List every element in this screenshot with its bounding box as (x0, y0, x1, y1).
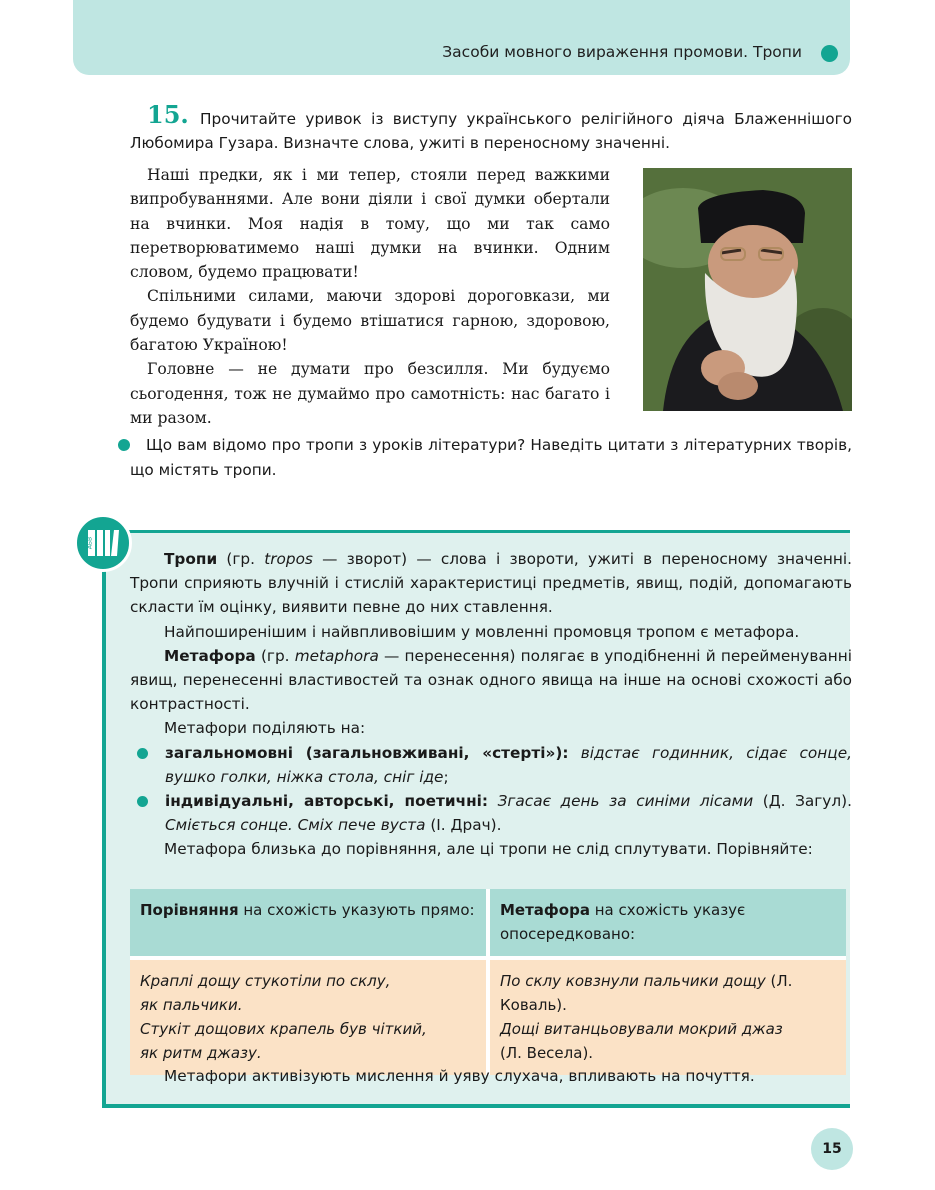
rule-definition-metaphor: Метафора (гр. metaphora — перенесення) полягає в уподібненні й перейменуванні явищ, перенесенні властивостей та ознак одного явища на інше на основі схожості або контрастності. (130, 646, 852, 714)
rule-paragraph: Метафора близька до порівняння, але ці тропи не слід сплутувати. Порівняйте: (164, 840, 813, 859)
speech-quote (130, 163, 610, 430)
quote-paragraph: Спільними силами, маючи здорові дороговкази, ми будемо будувати і будемо втішатися гарною, здоровою, багатою Україною! (130, 287, 610, 355)
books-abv-icon (74, 514, 132, 572)
rule-closing: Метафори активізують мислення й уяву слухача, впливають на почуття. (164, 1067, 755, 1085)
rule-content (130, 547, 852, 862)
page-number: 15 (811, 1128, 853, 1170)
page-header (73, 0, 850, 75)
task-instruction: Прочитайте уривок із виступу українського релігійного діяча Блаженнішого Любомира Гузара. Визначте слова, ужиті в переносному значенні. (130, 110, 852, 152)
portrait-illustration (643, 168, 852, 411)
rule-paragraph: Метафори поділяють на: (164, 719, 366, 738)
rule-definition-tropes: Тропи (гр. tropos — зворот) — слова і звороти, ужиті в переносному значенні. Тропи сприяють влучній і стислій характеристиці предметів, явищ, подій, допомагають скласти їм оцінку, виявити певне до них ставлення. (130, 550, 852, 617)
table-header-cell: Метафора на схожість указує опосередковано: (488, 889, 846, 958)
rule-paragraph: Найпоширенішим і найвпливовішим у мовленні промовця тропом є метафора. (164, 622, 800, 641)
portrait-photo (643, 168, 852, 411)
table-cell: Краплі дощу стукотіли по склу, як пальчики. Стукіт дощових крапель був чіткий, як ритм джазу. (130, 958, 488, 1075)
list-item: загальномовні (загальновживані, «стерті»): відстає годинник, сідає сонце, вушко голки, ніжка стола, сніг іде; (130, 741, 852, 789)
quote-paragraph: Наші предки, як і ми тепер, стояли перед важкими випробуваннями. Але вони діяли і свої думки обертали на вчинки. Моя надія в тому, що ми так само перетворюватимемо наші думки на вчинки. Одним словом, будемо працювати! (130, 166, 610, 282)
header-title: Засоби мовного вираження промови. Тропи (442, 43, 802, 61)
question-text: Що вам відомо про тропи з уроків літератури? Наведіть цитати з літературних творів, що містять тропи. (130, 436, 852, 479)
circle-bullet-icon (821, 45, 838, 62)
circle-bullet-icon (118, 439, 130, 451)
quote-paragraph: Головне — не думати про безсилля. Ми будуємо сьогодення, тож не думаймо про самотність: нас багато і ми разом. (130, 360, 610, 427)
task-number: 15. (147, 100, 189, 129)
comparison-table (130, 889, 846, 1075)
list-item: індивідуальні, авторські, поетичні: Згасає день за синіми лісами (Д. Загул). Сміється сонце. Сміх пече вуста (І. Драч). (130, 789, 852, 837)
table-header-cell: Порівняння на схожість указують прямо: (130, 889, 488, 958)
table-cell: По склу ковзнули пальчики дощу (Л. Коваль). Дощі витанцьовували мокрий джаз (Л. Весела). (488, 958, 846, 1075)
badge-letters: АБВ (86, 536, 94, 550)
